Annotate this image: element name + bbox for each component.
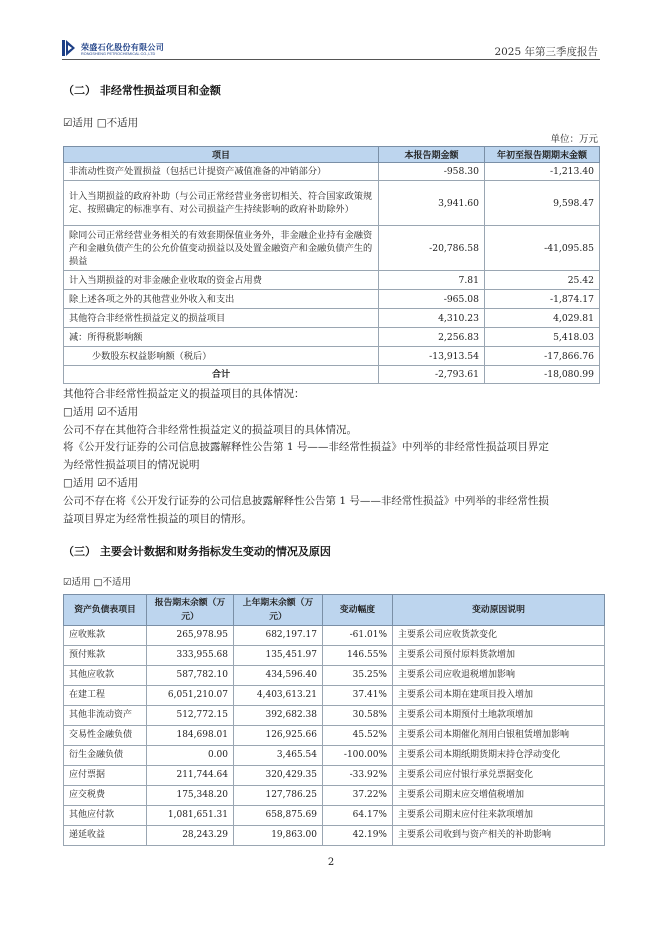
row-end-balance: 175,348.20 bbox=[147, 786, 234, 806]
row-ytd: -17,866.76 bbox=[485, 347, 600, 366]
row-reason: 主要系公司本期在建项目投入增加 bbox=[393, 686, 605, 706]
row-ytd: -41,095.85 bbox=[485, 226, 600, 271]
note-line: 公司不存在将《公开发行证券的公司信息披露解释性公告第 1 号——非经常性损益》中列举的非经常性损 bbox=[63, 495, 549, 507]
table-row bbox=[64, 328, 600, 347]
row-change: -61.01% bbox=[323, 626, 393, 646]
row-change: 37.22% bbox=[323, 786, 393, 806]
row-end-balance: 6,051,210.07 bbox=[147, 686, 234, 706]
row-prev-balance: 658,875.69 bbox=[234, 806, 323, 826]
row-change: 64.17% bbox=[323, 806, 393, 826]
total-label: 合计 bbox=[64, 366, 379, 384]
row-end-balance: 0.00 bbox=[147, 746, 234, 766]
table-row bbox=[64, 226, 600, 271]
table-row bbox=[64, 626, 605, 646]
row-change: 146.55% bbox=[323, 646, 393, 666]
row-ytd: -1,213.40 bbox=[485, 163, 600, 181]
table-row bbox=[64, 806, 605, 826]
page-number: 2 bbox=[327, 857, 335, 868]
row-prev-balance: 682,197.17 bbox=[234, 626, 323, 646]
row-item: 少数股东权益影响额（税后） bbox=[64, 347, 379, 366]
section-title-nonrecurring: （二） 非经常性损益项目和金额 bbox=[63, 84, 221, 97]
total-current: -2,793.61 bbox=[379, 366, 485, 384]
table-row bbox=[64, 706, 605, 726]
row-prev-balance: 320,429.35 bbox=[234, 766, 323, 786]
section-title-changes: （三） 主要会计数据和财务指标发生变动的情况及原因 bbox=[63, 545, 331, 558]
row-current: 4,310.23 bbox=[379, 309, 485, 328]
company-logo-icon bbox=[62, 40, 75, 56]
row-ytd: 25.42 bbox=[485, 271, 600, 290]
row-item: 减：所得税影响额 bbox=[64, 328, 379, 347]
row-item: 在建工程 bbox=[64, 686, 147, 706]
row-current: -965.08 bbox=[379, 290, 485, 309]
table-row bbox=[64, 271, 600, 290]
col-header-ytd: 年初至报告期期末金额 bbox=[485, 147, 600, 163]
col-header-end: 报告期末余额（万元） bbox=[147, 595, 234, 626]
row-item: 应交税费 bbox=[64, 786, 147, 806]
table-row bbox=[64, 746, 605, 766]
row-prev-balance: 4,403,613.21 bbox=[234, 686, 323, 706]
row-end-balance: 587,782.10 bbox=[147, 666, 234, 686]
row-current: 3,941.60 bbox=[379, 181, 485, 226]
header-divider bbox=[62, 59, 600, 60]
row-ytd: -1,874.17 bbox=[485, 290, 600, 309]
table-row bbox=[64, 666, 605, 686]
col-header-reason: 变动原因说明 bbox=[393, 595, 605, 626]
table-row bbox=[64, 309, 600, 328]
row-prev-balance: 127,786.25 bbox=[234, 786, 323, 806]
table-row bbox=[64, 726, 605, 746]
row-item: 其他符合非经常性损益定义的损益项目 bbox=[64, 309, 379, 328]
row-item: 交易性金融负债 bbox=[64, 726, 147, 746]
row-current: 7.81 bbox=[379, 271, 485, 290]
row-item: 非流动性资产处置损益（包括已计提资产减值准备的冲销部分） bbox=[64, 163, 379, 181]
row-reason: 主要系公司期末应付往来款项增加 bbox=[393, 806, 605, 826]
row-current: -13,913.54 bbox=[379, 347, 485, 366]
row-ytd: 4,029.81 bbox=[485, 309, 600, 328]
total-ytd: -18,080.99 bbox=[485, 366, 600, 384]
col-header-prev: 上年期末余额（万元） bbox=[234, 595, 323, 626]
report-title: 2025 年第三季度报告 bbox=[494, 46, 598, 58]
row-change: -100.00% bbox=[323, 746, 393, 766]
col-header-item: 项目 bbox=[64, 147, 379, 163]
row-reason: 主要系公司期末应交增值税增加 bbox=[393, 786, 605, 806]
table-row bbox=[64, 163, 600, 181]
applicable-checkbox-line: ☑适用 □不适用 bbox=[63, 577, 132, 588]
row-item: 应收账款 bbox=[64, 626, 147, 646]
row-item: 计入当期损益的对非金融企业收取的资金占用费 bbox=[64, 271, 379, 290]
note-line: □适用 ☑不适用 bbox=[63, 477, 139, 489]
row-item: 递延收益 bbox=[64, 826, 147, 846]
unit-label: 单位：万元 bbox=[550, 134, 598, 145]
row-end-balance: 512,772.15 bbox=[147, 706, 234, 726]
row-item: 其他应付款 bbox=[64, 806, 147, 826]
row-reason: 主要系公司收到与资产相关的补助影响 bbox=[393, 826, 605, 846]
row-item: 其他应收款 bbox=[64, 666, 147, 686]
row-item: 其他非流动资产 bbox=[64, 706, 147, 726]
row-change: -33.92% bbox=[323, 766, 393, 786]
row-change: 35.25% bbox=[323, 666, 393, 686]
row-end-balance: 333,955.68 bbox=[147, 646, 234, 666]
row-item: 衍生金融负债 bbox=[64, 746, 147, 766]
row-prev-balance: 434,596.40 bbox=[234, 666, 323, 686]
applicable-checkbox-line: ☑适用 □不适用 bbox=[63, 117, 139, 129]
row-change: 45.52% bbox=[323, 726, 393, 746]
balance-sheet-changes-table bbox=[63, 594, 605, 846]
row-end-balance: 265,978.95 bbox=[147, 626, 234, 646]
row-prev-balance: 135,451.97 bbox=[234, 646, 323, 666]
row-end-balance: 184,698.01 bbox=[147, 726, 234, 746]
row-prev-balance: 392,682.38 bbox=[234, 706, 323, 726]
row-prev-balance: 3,465.54 bbox=[234, 746, 323, 766]
row-prev-balance: 19,863.00 bbox=[234, 826, 323, 846]
note-line: 为经常性损益项目的情况说明 bbox=[63, 459, 200, 471]
row-item: 应付票据 bbox=[64, 766, 147, 786]
table-header-row bbox=[64, 147, 600, 163]
row-reason: 主要系公司预付原料货款增加 bbox=[393, 646, 605, 666]
col-header-change: 变动幅度 bbox=[323, 595, 393, 626]
table-row bbox=[64, 826, 605, 846]
note-line: 公司不存在其他符合非经常性损益定义的损益项目的具体情况。 bbox=[63, 424, 357, 436]
row-change: 37.41% bbox=[323, 686, 393, 706]
table-row bbox=[64, 646, 605, 666]
note-line: 其他符合非经常性损益定义的损益项目的具体情况： bbox=[63, 388, 305, 400]
row-reason: 主要系公司本期预付土地款项增加 bbox=[393, 706, 605, 726]
table-row bbox=[64, 786, 605, 806]
col-header-current: 本报告期金额 bbox=[379, 147, 485, 163]
nonrecurring-items-table bbox=[63, 146, 600, 384]
note-line: 益项目界定为经常性损益的项目的情形。 bbox=[63, 513, 252, 525]
col-header-item: 资产负债表项目 bbox=[64, 595, 147, 626]
row-reason: 主要系公司应付银行承兑票据变化 bbox=[393, 766, 605, 786]
row-item: 预付账款 bbox=[64, 646, 147, 666]
row-reason: 主要系公司本期催化剂用白银租赁增加影响 bbox=[393, 726, 605, 746]
table-row bbox=[64, 766, 605, 786]
table-total-row bbox=[64, 366, 600, 384]
table-row bbox=[64, 181, 600, 226]
row-end-balance: 1,081,651.31 bbox=[147, 806, 234, 826]
row-ytd: 5,418.03 bbox=[485, 328, 600, 347]
row-change: 30.58% bbox=[323, 706, 393, 726]
row-ytd: 9,598.47 bbox=[485, 181, 600, 226]
note-line: □适用 ☑不适用 bbox=[63, 406, 139, 418]
row-item: 除同公司正常经营业务相关的有效套期保值业务外，非金融企业持有金融资产和金融负债产生的公允价值变动损益以及处置金融资产和金融负债产生的损益 bbox=[64, 226, 379, 271]
note-line: 将《公开发行证券的公司信息披露解释性公告第 1 号——非经常性损益》中列举的非经常性损益项目界定 bbox=[63, 441, 549, 453]
row-current: 2,256.83 bbox=[379, 328, 485, 347]
table-header-row bbox=[64, 595, 605, 626]
row-reason: 主要系公司应收退税增加影响 bbox=[393, 666, 605, 686]
table-row bbox=[64, 347, 600, 366]
row-current: -958.30 bbox=[379, 163, 485, 181]
row-end-balance: 28,243.29 bbox=[147, 826, 234, 846]
row-item: 计入当期损益的政府补助（与公司正常经营业务密切相关、符合国家政策规定、按照确定的标准享有、对公司损益产生持续影响的政府补助除外） bbox=[64, 181, 379, 226]
company-name: 荣盛石化股份有限公司 bbox=[81, 43, 164, 52]
company-name-en: RONGSHENG PETROCHEMICAL CO.,LTD bbox=[81, 52, 156, 56]
row-end-balance: 211,744.64 bbox=[147, 766, 234, 786]
table-row bbox=[64, 686, 605, 706]
table-row bbox=[64, 290, 600, 309]
row-reason: 主要系公司本期纸期货期末持仓浮动变化 bbox=[393, 746, 605, 766]
row-item: 除上述各项之外的其他营业外收入和支出 bbox=[64, 290, 379, 309]
row-change: 42.19% bbox=[323, 826, 393, 846]
row-prev-balance: 126,925.66 bbox=[234, 726, 323, 746]
row-reason: 主要系公司应收货款变化 bbox=[393, 626, 605, 646]
row-current: -20,786.58 bbox=[379, 226, 485, 271]
